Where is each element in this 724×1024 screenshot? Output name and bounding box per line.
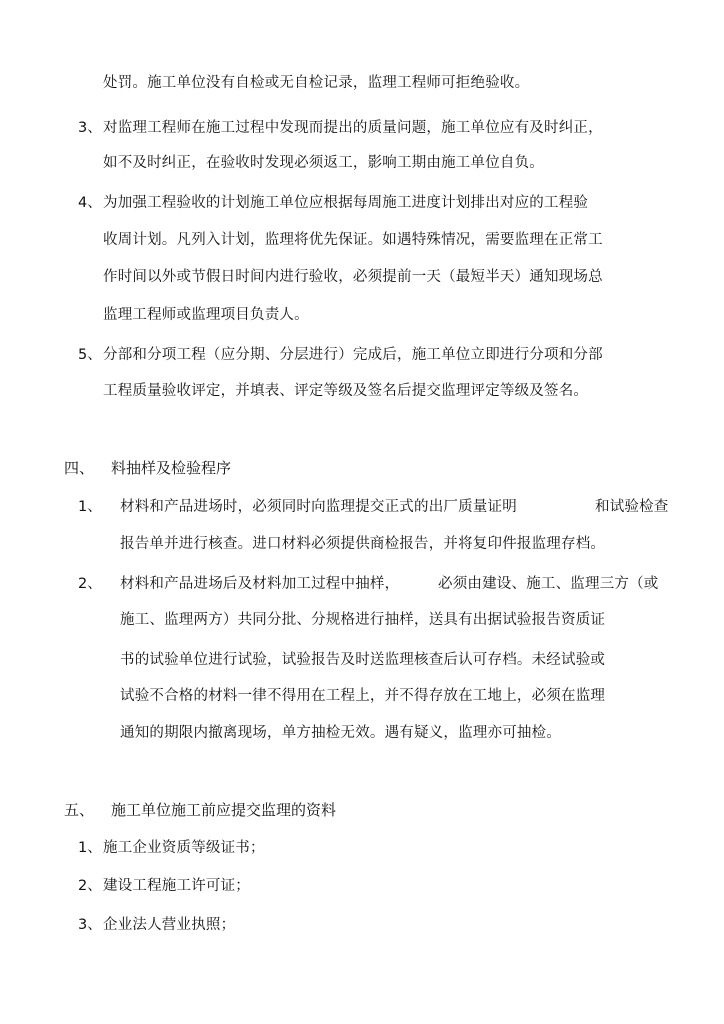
item-text-line: 和试验检查 xyxy=(595,499,669,515)
item-number: 2、 xyxy=(78,576,102,592)
item-text-line: 如不及时纠正，在验收时发现必须返工，影响工期由施工单位自负。 xyxy=(103,155,544,171)
item-text-line: 作时间以外或节假日时间内进行验收，必须提前一天（最短半天）通知现场总 xyxy=(103,269,603,285)
item-text-line: 材料和产品进场时，必须同时向监理提交正式的出厂质量证明 xyxy=(120,499,517,515)
item-text-line: 监理工程师或监理项目负责人。 xyxy=(103,307,309,323)
item-text-line: 通知的期限内撤离现场，单方抽检无效。遇有疑义，监理亦可抽检。 xyxy=(120,725,561,741)
section-number: 四、 xyxy=(64,459,95,477)
item-number: 1、 xyxy=(78,840,102,856)
item-text-line: 试验不合格的材料一律不得用在工程上，并不得存放在工地上，必须在监理 xyxy=(120,688,606,704)
item-number: 1、 xyxy=(78,499,102,515)
item-text-line: 书的试验单位进行试验，试验报告及时送监理核查后认可存档。未经试验或 xyxy=(120,652,606,668)
item-text-line: 收周计划。凡列入计划，监理将优先保证。如遇特殊情况，需要监理在正常工 xyxy=(103,232,603,248)
item-text-line: 工程质量验收评定，并填表、评定等级及签名后提交监理评定等级及签名。 xyxy=(103,383,589,399)
item-text-line: 必须由建设、施工、监理三方（或 xyxy=(438,576,659,592)
section-title: 施工单位施工前应提交监理的资料 xyxy=(111,801,337,819)
item-text-line: 对监理工程师在施工过程中发现而提出的质量问题，施工单位应有及时纠正， xyxy=(103,120,603,136)
item-text-line: 分部和分项工程（应分期、分层进行）完成后，施工单位立即进行分项和分部 xyxy=(103,347,603,363)
item-text-line: 施工、监理两方）共同分批、分规格进行抽样，送具有出据试验报告资质证 xyxy=(120,612,606,628)
item-text-line: 施工企业资质等级证书； xyxy=(103,840,265,856)
section-title: 料抽样及检验程序 xyxy=(111,459,232,477)
continuation-text: 处罚。施工单位没有自检或无自检记录，监理工程师可拒绝验收。 xyxy=(103,75,530,91)
item-number: 5、 xyxy=(78,347,102,363)
item-text-line: 建设工程施工许可证； xyxy=(103,878,250,894)
item-number: 4、 xyxy=(78,195,102,211)
item-number: 3、 xyxy=(78,917,102,933)
item-text-line: 为加强工程验收的计划施工单位应根据每周施工进度计划排出对应的工程验 xyxy=(103,195,589,211)
item-number: 2、 xyxy=(78,878,102,894)
item-text-line: 报告单并进行核查。进口材料必须提供商检报告，并将复印件报监理存档。 xyxy=(120,536,606,552)
section-number: 五、 xyxy=(64,801,95,819)
item-text-line: 企业法人营业执照； xyxy=(103,917,236,933)
item-text-line: 材料和产品进场后及材料加工过程中抽样， xyxy=(120,576,400,592)
item-number: 3、 xyxy=(78,120,102,136)
